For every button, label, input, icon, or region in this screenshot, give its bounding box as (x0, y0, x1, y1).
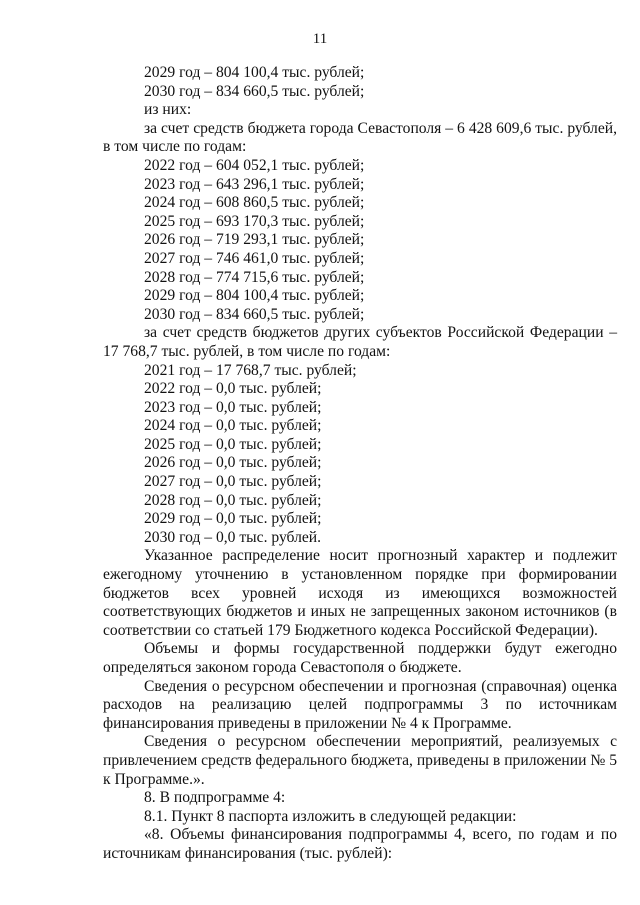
item81-line: 8.1. Пункт 8 паспорта изложить в следующей редакции: (144, 807, 517, 825)
funding-line: 2022 год – 604 052,1 тыс. рублей; (144, 156, 365, 174)
funding-line: 2030 год – 834 660,5 тыс. рублей; (144, 305, 365, 323)
funding-line: 2029 год – 0,0 тыс. рублей; (144, 510, 322, 528)
funding-line: 2029 год – 804 100,4 тыс. рублей; (144, 64, 365, 81)
funding-line: 2025 год – 693 170,3 тыс. рублей; (144, 212, 365, 230)
other-subjects-paragraph: за счет средств бюджетов других субъектов Российской Федерации – 17 768,7 тыс. рублей, в том числе по годам: (103, 324, 617, 360)
funding-line: 2026 год – 719 293,1 тыс. рублей; (144, 231, 365, 249)
funding-line: 2030 год – 0,0 тыс. рублей. (144, 528, 322, 546)
funding-line: 2023 год – 643 296,1 тыс. рублей; (144, 175, 365, 193)
volumes-paragraph: Объемы и формы государственной поддержки будут ежегодно определяться законом города Севастополя о бюджете. (103, 640, 617, 676)
funding-line: 2022 год – 0,0 тыс. рублей; (144, 380, 322, 398)
appendix5-paragraph: Сведения о ресурсном обеспечении мероприятий, реализуемых с привлечением средств федерального бюджета, приведены в приложении № 5 к Программе.». (103, 733, 617, 788)
appendix4-paragraph: Сведения о ресурсном обеспечении и прогнозная (справочная) оценка расходов на реализацию целей подпрограммы 3 по источникам финансирования приведены в приложении № 4 к Программе. (103, 677, 617, 732)
funding-line: 2028 год – 774 715,6 тыс. рублей; (144, 268, 365, 286)
funding-line: 2024 год – 0,0 тыс. рублей; (144, 417, 322, 435)
funding-line: 2029 год – 804 100,4 тыс. рублей; (144, 287, 365, 305)
funding-line: 2028 год – 0,0 тыс. рублей; (144, 491, 322, 509)
city-budget-paragraph: за счет средств бюджета города Севастополя – 6 428 609,6 тыс. рублей, в том числе по годам: (103, 119, 617, 156)
funding-line: из них: (144, 101, 192, 119)
document-body (103, 64, 617, 864)
funding-line: 2030 год – 834 660,5 тыс. рублей; (144, 82, 365, 100)
funding-line: 2025 год – 0,0 тыс. рублей; (144, 435, 322, 453)
funding-line: 2021 год – 17 768,7 тыс. рублей; (144, 361, 357, 379)
funding-line: 2027 год – 0,0 тыс. рублей; (144, 473, 322, 491)
item8-paragraph: «8. Объемы финансирования подпрограммы 4, всего, по годам и по источникам финансирования (тыс. рублей): (103, 826, 617, 862)
funding-line: 2024 год – 608 860,5 тыс. рублей; (144, 194, 365, 212)
forecast-paragraph: Указанное распределение носит прогнозный характер и подлежит ежегодному уточнению в установленном порядке при формировании бюджетов всех уровней исходя из имеющихся возможностей соответствующих бюджетов и иных не запрещенных законом источников (в соответствии со статьей 179 Бюджетного кодекса Российской Федерации). (103, 547, 617, 639)
funding-line: 2023 год – 0,0 тыс. рублей; (144, 398, 322, 416)
subprogram4-heading: 8. В подпрограмме 4: (144, 789, 286, 807)
page-number: 11 (312, 31, 328, 47)
funding-line: 2027 год – 746 461,0 тыс. рублей; (144, 249, 365, 267)
funding-line: 2026 год – 0,0 тыс. рублей; (144, 454, 322, 472)
